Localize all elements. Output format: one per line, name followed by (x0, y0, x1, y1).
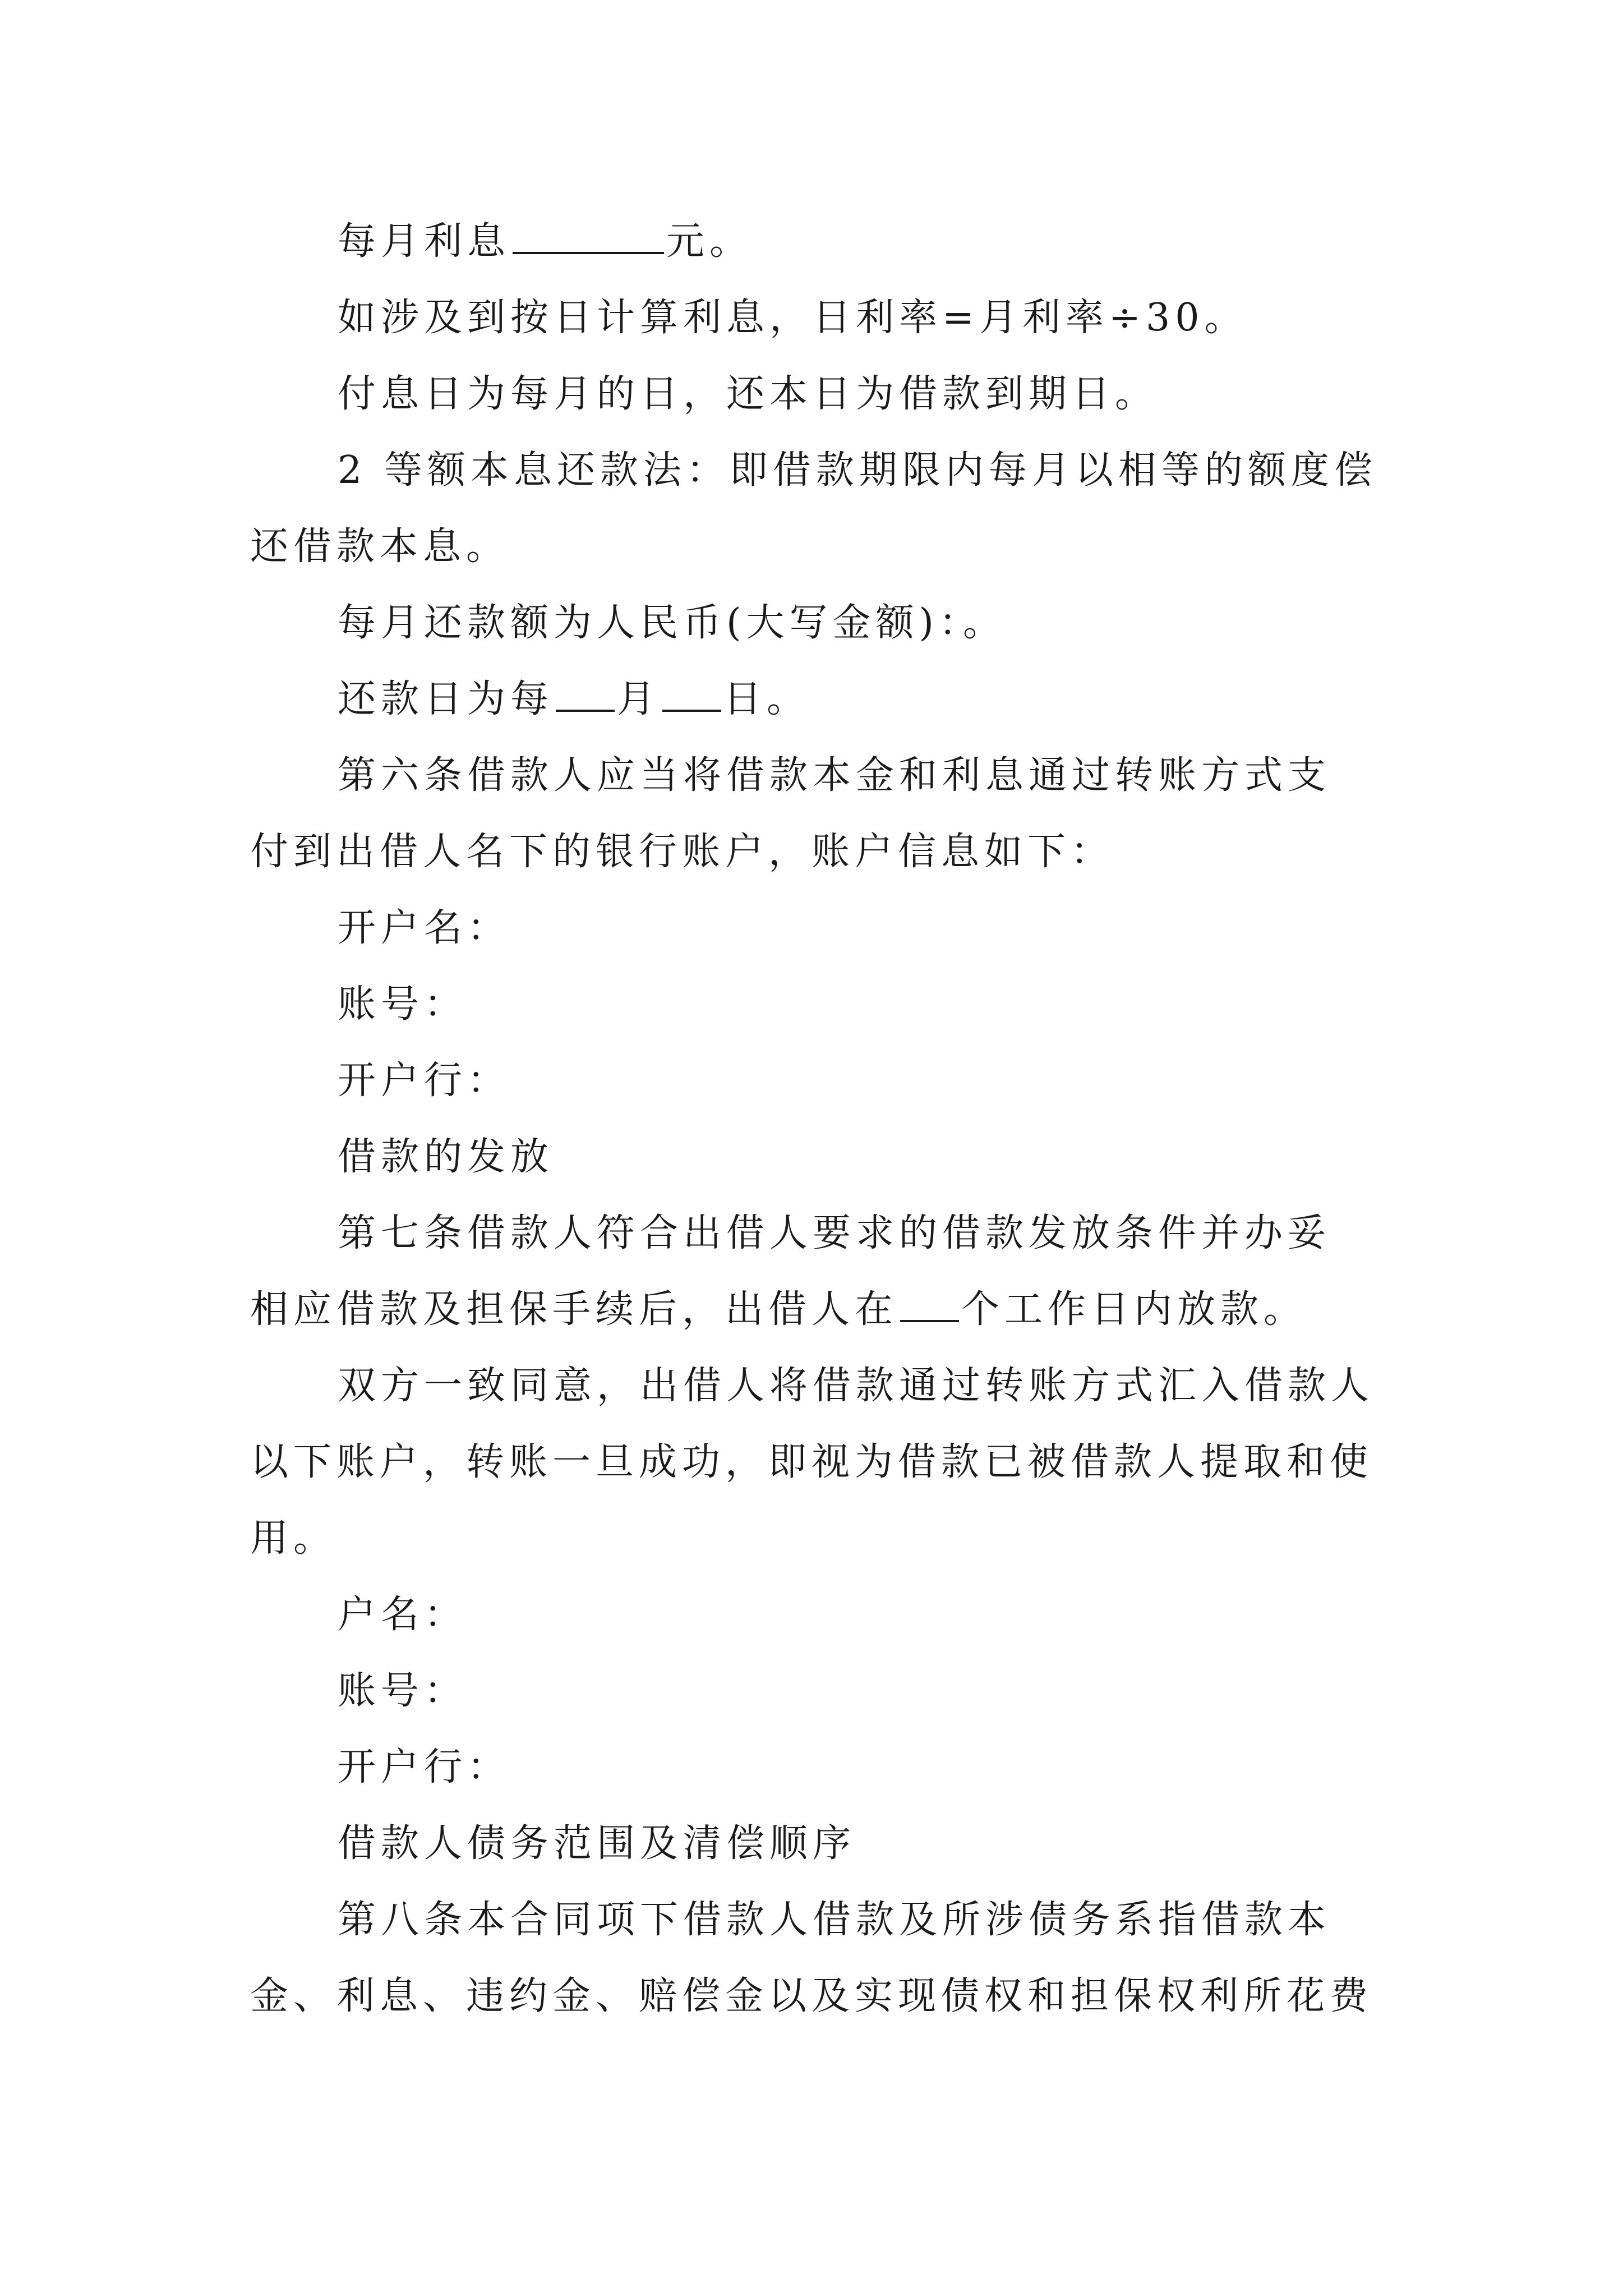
payment-date-line: 付息日为每月的日，还本日为借款到期日。 (338, 372, 1159, 416)
borrower-account-name: 户名： (338, 1593, 468, 1637)
transfer-agreement-line-end: 用。 (250, 1516, 337, 1561)
lender-account-bank: 开户行： (338, 1059, 511, 1103)
monthly-interest-label: 每月利息 (338, 219, 511, 264)
article-eight-line-cont: 金、利息、违约金、赔偿金以及实现债权和担保权利所花费 (250, 1974, 1373, 2018)
repayment-month-blank (556, 675, 615, 712)
article-seven-suffix: 个工作日内放款。 (961, 1287, 1307, 1332)
article-eight-line: 第八条本合同项下借款人借款及所涉债务系指借款本 (338, 1898, 1331, 1942)
monthly-interest-line (338, 217, 753, 267)
transfer-agreement-line-cont: 以下账户，转账一旦成功，即视为借款已被借款人提取和使 (250, 1440, 1373, 1484)
article-seven-text: 相应借款及担保手续后，出借人在 (250, 1287, 898, 1332)
lender-account-name: 开户名： (338, 906, 511, 950)
repayment-month-label: 月 (617, 677, 661, 721)
lender-account-number: 账号： (338, 982, 468, 1027)
equal-installment-line: 2 等额本息还款法：即借款期限内每月以相等的额度偿 (338, 448, 1377, 493)
article-six-line: 第六条借款人应当将借款本金和利息通过转账方式支 (338, 753, 1331, 798)
article-six-line-cont: 付到出借人名下的银行账户，账户信息如下： (250, 830, 1114, 874)
repayment-day-blank (662, 675, 721, 712)
repayment-day-line (338, 674, 810, 725)
section-heading-debt-scope: 借款人债务范围及清偿顺序 (338, 1821, 856, 1866)
monthly-interest-suffix: 元。 (666, 219, 753, 264)
borrower-account-bank: 开户行： (338, 1745, 511, 1789)
daily-rate-line: 如涉及到按日计算利息，日利率=月利率÷30。 (338, 296, 1248, 340)
repayment-day-suffix: 日。 (723, 677, 810, 721)
article-seven-line-cont (250, 1285, 1307, 1335)
repayment-day-label: 还款日为每 (338, 677, 554, 721)
section-heading-disbursement: 借款的发放 (338, 1135, 554, 1179)
equal-installment-line-cont: 还借款本息。 (250, 524, 510, 569)
monthly-interest-blank (513, 217, 664, 254)
borrower-account-number: 账号： (338, 1669, 468, 1713)
workdays-blank (900, 1285, 959, 1322)
monthly-repayment-line: 每月还款额为人民币(大写金额)：。 (338, 601, 1007, 645)
transfer-agreement-line: 双方一致同意，出借人将借款通过转账方式汇入借款人 (338, 1364, 1375, 1408)
article-seven-line: 第七条借款人符合出借人要求的借款发放条件并办妥 (338, 1211, 1331, 1255)
